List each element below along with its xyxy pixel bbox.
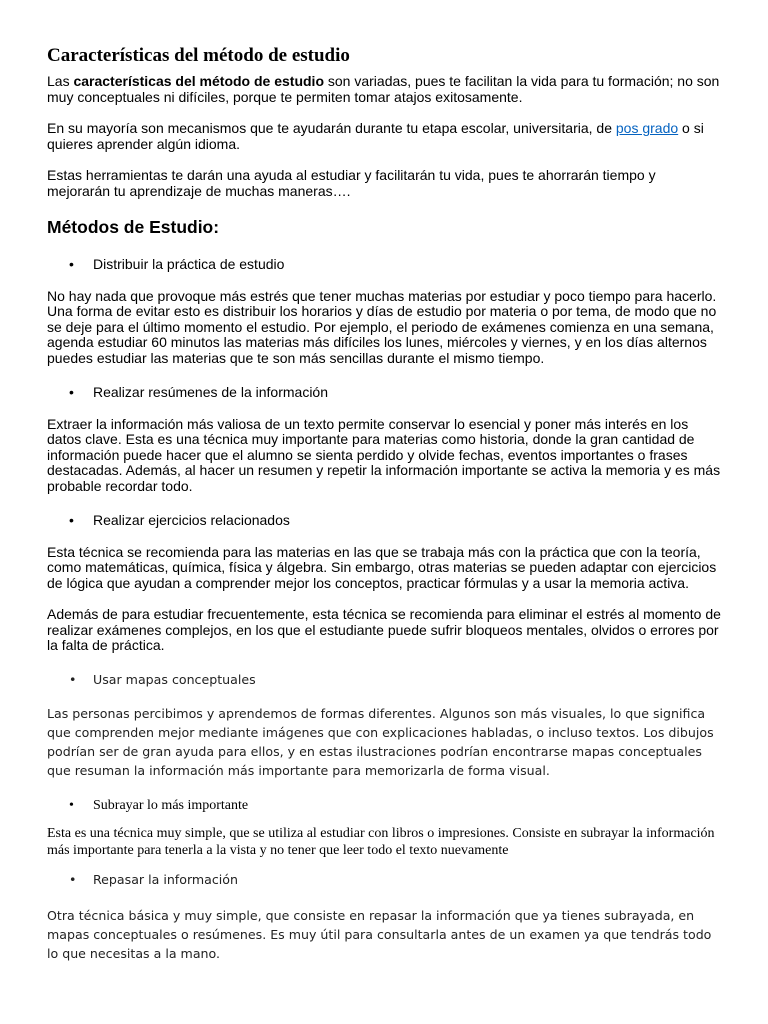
intro-bold-text: características del método de estudio: [73, 73, 324, 89]
intro-paragraph-3: Estas herramientas te darán una ayuda al estudiar y facilitarán tu vida, pues te ahorrarán tiempo y mejorarán tu aprendizaje de muchas maneras….: [47, 167, 656, 199]
bullet-list: [47, 256, 721, 273]
intro-paragraph-2: [47, 121, 721, 152]
bullet-list: [47, 871, 721, 888]
body-paragraph: Además de para estudiar frecuentemente, esta técnica se recomienda para eliminar el estrés al momento de realizar exámenes complejos, en los que el estudiante puede sufrir bloqueos mentales, olvidos o errores por la falta de práctica.: [47, 606, 721, 654]
bullet-item: • Subrayar lo más importante: [47, 797, 721, 814]
intro-text: o si quieres aprender algún idioma.: [47, 120, 704, 152]
bullet-list: [47, 671, 721, 688]
body-paragraph: Otra técnica básica y muy simple, que consiste en repasar la información que ya tienes subrayada, en mapas conceptuales o resúmenes. Es muy útil para consultarla antes de un examen ya que tendrás todo lo que necesitas a la mano.: [47, 908, 712, 962]
intro-paragraph-1: [47, 74, 721, 105]
document-title: Características del método de estudio: [47, 45, 350, 66]
bullet-list: [47, 512, 721, 529]
bullet-item: • Realizar resúmenes de la información: [47, 384, 721, 401]
bullet-item: • Usar mapas conceptuales: [47, 671, 721, 688]
body-paragraph: No hay nada que provoque más estrés que tener muchas materias por estudiar y poco tiempo para hacerlo. Una forma de evitar esto es distribuir los horarios y días de estudio por materia o por tema, de modo que no se deje para el último momento el estudio. Por ejemplo, el periodo de exámenes comienza en una semana, agenda estudiar 60 minutos las materias más difíciles los lunes, miércoles y viernes, y en los días alternos puedes estudiar las materias que te son más sencillas durante el mismo tiempo.: [47, 287, 717, 366]
bullet-item: • Distribuir la práctica de estudio: [47, 256, 721, 273]
body-paragraph: Esta técnica se recomienda para las materias en las que se trabaja más con la práctica que con la teoría, como matemáticas, química, física y álgebra. Sin embargo, otras materias se pueden adaptar con ejercicios de lógica que ayudan a comprender mejor los conceptos, practicar fórmulas y a usar la memoria activa.: [47, 543, 717, 591]
bullet-list: [47, 384, 721, 401]
intro-text: En su mayoría son mecanismos que te ayudarán durante tu etapa escolar, universitaria, de: [47, 120, 616, 137]
body-paragraph: Las personas percibimos y aprendemos de formas diferentes. Algunos son más visuales, lo que significa que comprenden mejor mediante imágenes que con explicaciones habladas, o incluso textos. Los dibujos podrían ser de gran ayuda para ellos, y en estas ilustraciones podrían encontrarse mapas conceptuales que resuman la información más importante para memorizarla de forma visual.: [47, 706, 714, 779]
repasar-section: [47, 871, 721, 963]
mapas-section: [47, 671, 721, 780]
section-heading: Métodos de Estudio:: [47, 216, 220, 237]
body-paragraph: Extraer la información más valiosa de un texto permite conservar lo esencial y poner más interés en los datos clave. Esta es una técnica muy importante para materias como historia, donde la gran cantidad de información puede hacer que el alumno se sienta perdido y olvide fechas, eventos importantes o frases destacadas. Además, al hacer un resumen y repetir la información importante se activa la memoria y es más probable recordar todo.: [47, 415, 721, 494]
intro-text: son variadas, pues te facilitan la vida para tu formación; no son muy conceptuales ni difíciles, porque te permiten tomar atajos exitosamente.: [47, 73, 720, 105]
bullet-item: • Repasar la información: [47, 871, 721, 888]
bullet-item: • Realizar ejercicios relacionados: [47, 512, 721, 529]
intro-text: Las: [47, 73, 74, 89]
body-paragraph: Esta es una técnica muy simple, que se utiliza al estudiar con libros o impresiones. Consiste en subrayar la información más importante para tenerla a la vista y no tener que leer todo el texto nuevamente: [47, 826, 715, 859]
pos-grado-link[interactable]: pos grado: [615, 120, 679, 137]
subrayar-section: [47, 797, 721, 859]
bullet-list: [47, 797, 721, 814]
